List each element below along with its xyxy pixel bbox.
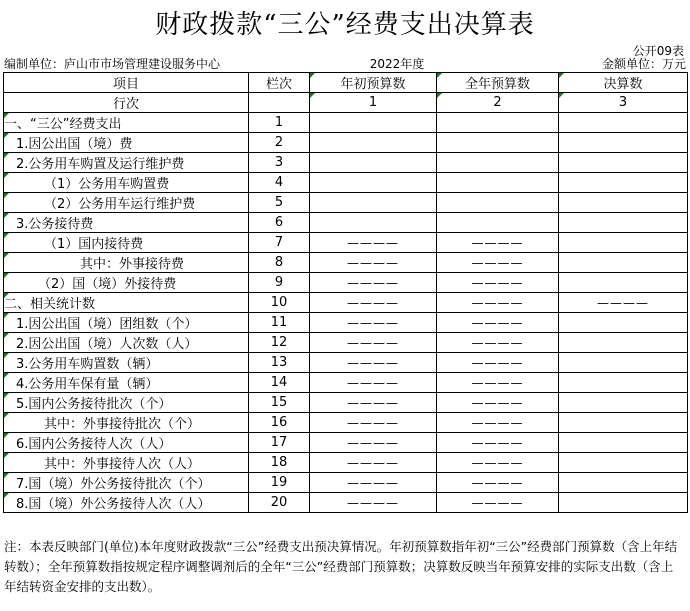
- cell-initial-budget: ————: [310, 353, 437, 373]
- cell-initial-budget: ————: [310, 373, 437, 393]
- row-line-number: 19: [249, 473, 310, 493]
- table-row: [4, 133, 688, 153]
- cell-final-accounts: [559, 413, 688, 433]
- header-line: 栏次: [249, 73, 310, 93]
- cell-final-accounts: [559, 193, 688, 213]
- cell-initial-budget: [310, 213, 437, 233]
- row-label: 2.公务用车购置及运行维护费: [4, 153, 249, 173]
- cell-annual-budget: ————: [437, 493, 559, 513]
- row-line-number: 2: [249, 133, 310, 153]
- cell-initial-budget: ————: [310, 393, 437, 413]
- row-line-number: 10: [249, 293, 310, 313]
- cell-final-accounts: [559, 353, 688, 373]
- table-row: [4, 273, 688, 293]
- table-row: [4, 453, 688, 473]
- row-line-number: 7: [249, 233, 310, 253]
- cell-final-accounts: [559, 433, 688, 453]
- line-blank: [249, 93, 310, 113]
- cell-initial-budget: ————: [310, 493, 437, 513]
- cell-annual-budget: ————: [437, 313, 559, 333]
- cell-final-accounts: [559, 333, 688, 353]
- cell-initial-budget: [310, 193, 437, 213]
- row-line-number: 9: [249, 273, 310, 293]
- table-row: [4, 293, 688, 313]
- table-row: [4, 233, 688, 253]
- table-row: [4, 393, 688, 413]
- row-line-number: 16: [249, 413, 310, 433]
- cell-annual-budget: [437, 193, 559, 213]
- cell-initial-budget: [310, 113, 437, 133]
- col-number-2: 2: [437, 93, 559, 113]
- cell-annual-budget: [437, 133, 559, 153]
- cell-final-accounts: [559, 313, 688, 333]
- row-label: 二、相关统计数: [4, 293, 249, 313]
- form-code: 公开09表: [632, 44, 684, 58]
- cell-final-accounts: [559, 233, 688, 253]
- cell-final-accounts: [559, 153, 688, 173]
- row-line-number: 3: [249, 153, 310, 173]
- cell-initial-budget: ————: [310, 453, 437, 473]
- compiling-unit: 编制单位：庐山市市场管理建设服务中心: [4, 57, 221, 71]
- cell-initial-budget: [310, 153, 437, 173]
- table-notes: 注：本表反映部门(单位)本年度财政拨款“三公”经费支出预决算情况。年初预算数指年初“三公”经费部门预算数（含上年结转数）；全年预算数指按规定程序调整调剂后的全年“三公”经费部门预算数；决算数反映当年预算安排的实际支出数（含上年结转资金安排的支出数）。: [4, 539, 678, 594]
- header-row: [4, 73, 688, 93]
- cell-annual-budget: ————: [437, 273, 559, 293]
- cell-initial-budget: ————: [310, 333, 437, 353]
- table-row: [4, 413, 688, 433]
- report-year: 2022年度: [369, 57, 425, 71]
- row-label: （1）国内接待费: [4, 233, 249, 253]
- row-label: 2.因公出国（境）人次数（人）: [4, 333, 249, 353]
- table-row: [4, 333, 688, 353]
- cell-annual-budget: ————: [437, 473, 559, 493]
- table-row: [4, 173, 688, 193]
- row-label: 8.国（境）外公务接待人次（人）: [4, 493, 249, 513]
- header-initial-budget: 年初预算数: [310, 73, 437, 93]
- cell-final-accounts: [559, 373, 688, 393]
- cell-annual-budget: ————: [437, 233, 559, 253]
- row-line-number: 18: [249, 453, 310, 473]
- report-title: 财政拨款“三公”经费支出决算表: [155, 10, 535, 40]
- cell-initial-budget: ————: [310, 293, 437, 313]
- row-label: （2）国（境）外接待费: [4, 273, 249, 293]
- cell-annual-budget: [437, 173, 559, 193]
- row-label: 4.公务用车保有量（辆）: [4, 373, 249, 393]
- cell-initial-budget: [310, 133, 437, 153]
- row-label: 5.国内公务接待批次（个）: [4, 393, 249, 413]
- table-row: [4, 313, 688, 333]
- row-line-number: 12: [249, 333, 310, 353]
- table-row: [4, 193, 688, 213]
- cell-final-accounts: [559, 113, 688, 133]
- row-line-number: 15: [249, 393, 310, 413]
- cell-initial-budget: ————: [310, 313, 437, 333]
- cell-final-accounts: [559, 253, 688, 273]
- cell-annual-budget: ————: [437, 393, 559, 413]
- cell-initial-budget: ————: [310, 253, 437, 273]
- table-row: [4, 353, 688, 373]
- cell-annual-budget: [437, 213, 559, 233]
- cell-initial-budget: ————: [310, 233, 437, 253]
- table-row: [4, 433, 688, 453]
- header-item: 项目: [4, 73, 249, 93]
- row-label: 其中：外事接待人次（人）: [4, 453, 249, 473]
- cell-final-accounts: [559, 173, 688, 193]
- cell-annual-budget: ————: [437, 293, 559, 313]
- cell-annual-budget: ————: [437, 253, 559, 273]
- cell-annual-budget: [437, 113, 559, 133]
- table-row: [4, 113, 688, 133]
- cell-annual-budget: ————: [437, 453, 559, 473]
- cell-annual-budget: ————: [437, 413, 559, 433]
- cell-final-accounts: [559, 133, 688, 153]
- cell-initial-budget: ————: [310, 273, 437, 293]
- col-number-1: 1: [310, 93, 437, 113]
- row-label: （2）公务用车运行维护费: [4, 193, 249, 213]
- cell-annual-budget: ————: [437, 353, 559, 373]
- cell-initial-budget: ————: [310, 473, 437, 493]
- table-row: [4, 493, 688, 513]
- cell-final-accounts: [559, 453, 688, 473]
- row-label: 1.因公出国（境）费: [4, 133, 249, 153]
- row-line-number: 14: [249, 373, 310, 393]
- row-label: 其中：外事接待批次（个）: [4, 413, 249, 433]
- row-label: 3.公务用车购置数（辆）: [4, 353, 249, 373]
- money-unit: 金额单位：万元: [601, 57, 686, 71]
- expense-table: [3, 72, 688, 513]
- row-line-number: 8: [249, 253, 310, 273]
- table-row: [4, 253, 688, 273]
- row-line-number: 17: [249, 433, 310, 453]
- header-final-accounts: 决算数: [559, 73, 688, 93]
- cell-final-accounts: [559, 393, 688, 413]
- row-label: 3.公务接待费: [4, 213, 249, 233]
- cell-initial-budget: [310, 173, 437, 193]
- cell-initial-budget: ————: [310, 413, 437, 433]
- row-line-number: 4: [249, 173, 310, 193]
- cell-final-accounts: [559, 273, 688, 293]
- row-label: （1）公务用车购置费: [4, 173, 249, 193]
- col-number-3: 3: [559, 93, 688, 113]
- row-line-number: 20: [249, 493, 310, 513]
- row-line-number: 13: [249, 353, 310, 373]
- cell-final-accounts: [559, 473, 688, 493]
- row-label: 1.因公出国（境）团组数（个）: [4, 313, 249, 333]
- meta-row: [4, 55, 686, 71]
- row-line-number: 5: [249, 193, 310, 213]
- row-label-header: 行次: [4, 93, 249, 113]
- table-row: [4, 373, 688, 393]
- row-label: 7.国（境）外公务接待批次（个）: [4, 473, 249, 493]
- cell-initial-budget: ————: [310, 433, 437, 453]
- row-label: 其中：外事接待费: [4, 253, 249, 273]
- row-label: 6.国内公务接待人次（人）: [4, 433, 249, 453]
- cell-annual-budget: ————: [437, 373, 559, 393]
- cell-annual-budget: ————: [437, 433, 559, 453]
- cell-annual-budget: ————: [437, 333, 559, 353]
- cell-final-accounts: [559, 213, 688, 233]
- table-row: [4, 153, 688, 173]
- table-row: [4, 213, 688, 233]
- cell-annual-budget: [437, 153, 559, 173]
- cell-final-accounts: [559, 493, 688, 513]
- line-number-row: [4, 93, 688, 113]
- row-label: 一、“三公”经费支出: [4, 113, 249, 133]
- header-annual-budget: 全年预算数: [437, 73, 559, 93]
- table-row: [4, 473, 688, 493]
- row-line-number: 1: [249, 113, 310, 133]
- row-line-number: 11: [249, 313, 310, 333]
- cell-final-accounts: ————: [559, 293, 688, 313]
- row-line-number: 6: [249, 213, 310, 233]
